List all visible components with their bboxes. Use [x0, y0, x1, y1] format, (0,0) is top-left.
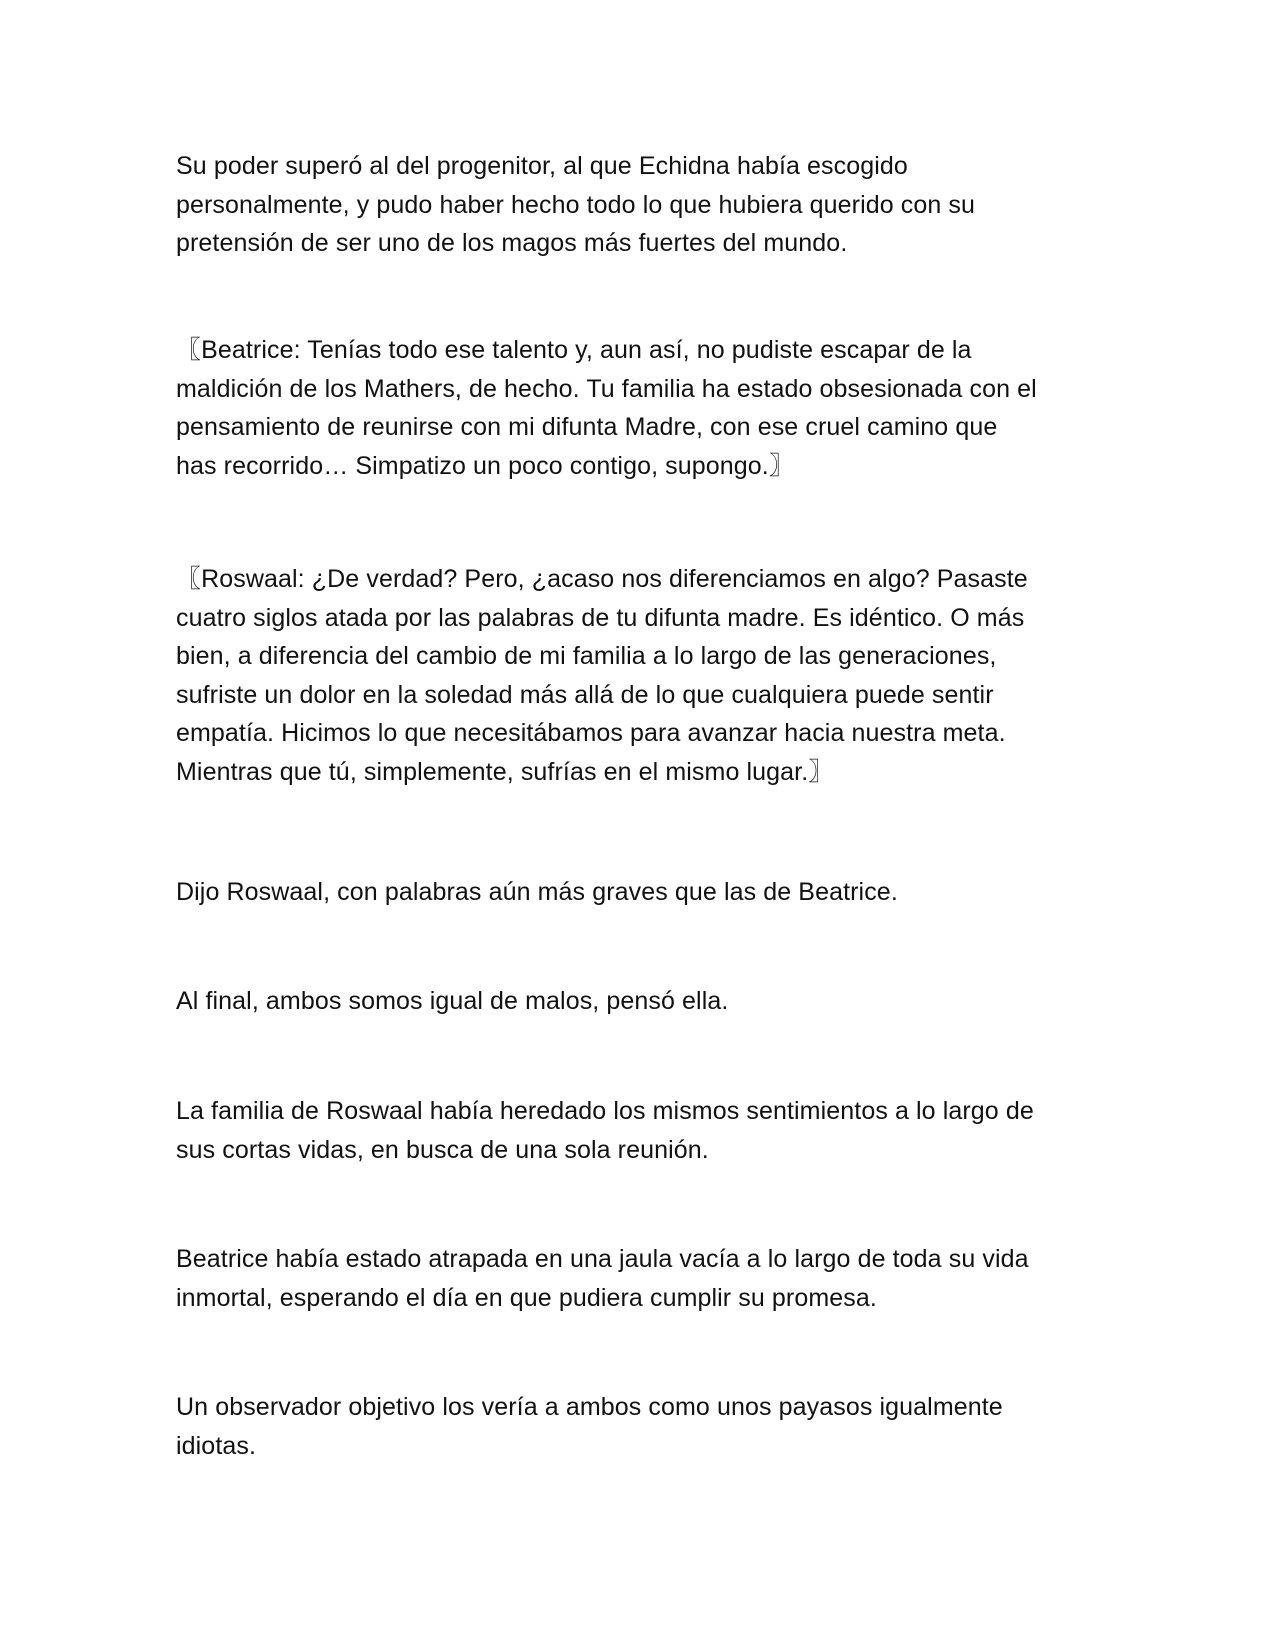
paragraph-line: cuatro siglos atada por las palabras de tu difunta madre. Es idéntico. O más — [176, 603, 1025, 632]
paragraph-line: La familia de Roswaal había heredado los mismos sentimientos a lo largo de — [176, 1097, 1034, 1125]
paragraph-4 — [176, 873, 1106, 912]
paragraph-1 — [176, 147, 1106, 263]
paragraph-line: Dijo Roswaal, con palabras aún más graves que las de Beatrice. — [176, 878, 898, 906]
paragraph-line: pensamiento de reunirse con mi difunta Madre, con ese cruel camino que — [176, 413, 998, 441]
paragraph-line: 〖Beatrice: Tenías todo ese talento y, aun así, no pudiste escapar de la — [176, 336, 972, 364]
paragraph-line: Mientras que tú, simplemente, sufrías en el mismo lugar.〗 — [176, 757, 834, 786]
paragraph-line: sufriste un dolor en la soledad más allá de lo que cualquiera puede sentir — [176, 680, 994, 709]
paragraph-line: Al final, ambos somos igual de malos, pensó ella. — [176, 987, 729, 1015]
paragraph-line: bien, a diferencia del cambio de mi familia a lo largo de las generaciones, — [176, 642, 997, 670]
paragraph-2-beatrice-dialogue — [176, 331, 1106, 485]
paragraph-line: maldición de los Mathers, de hecho. Tu familia ha estado obsesionada con el — [176, 374, 1037, 403]
paragraph-line: Su poder superó al del progenitor, al que Echidna había escogido — [176, 152, 908, 180]
paragraph-line: pretensión de ser uno de los magos más fuertes del mundo. — [176, 229, 848, 257]
paragraph-line: personalmente, y pudo haber hecho todo lo que hubiera querido con su — [176, 190, 976, 219]
paragraph-line: has recorrido… Simpatizo un poco contigo, supongo.〗 — [176, 451, 794, 480]
paragraph-line: empatía. Hicimos lo que necesitábamos para avanzar hacia nuestra meta. — [176, 719, 1006, 747]
paragraph-3-roswaal-dialogue — [176, 560, 1106, 791]
paragraph-line: Beatrice había estado atrapada en una jaula vacía a lo largo de toda su vida — [176, 1245, 1029, 1273]
paragraph-8 — [176, 1388, 1106, 1465]
paragraph-6 — [176, 1092, 1106, 1169]
paragraph-line: inmortal, esperando el día en que pudiera cumplir su promesa. — [176, 1283, 877, 1312]
paragraph-line: Un observador objetivo los vería a ambos como unos payasos igualmente — [176, 1393, 1003, 1421]
paragraph-5 — [176, 982, 1106, 1021]
paragraph-line: sus cortas vidas, en busca de una sola reunión. — [176, 1135, 709, 1164]
paragraph-line: idiotas. — [176, 1431, 257, 1460]
paragraph-line: 〖Roswaal: ¿De verdad? Pero, ¿acaso nos diferenciamos en algo? Pasaste — [176, 565, 1028, 593]
paragraph-7 — [176, 1240, 1106, 1317]
